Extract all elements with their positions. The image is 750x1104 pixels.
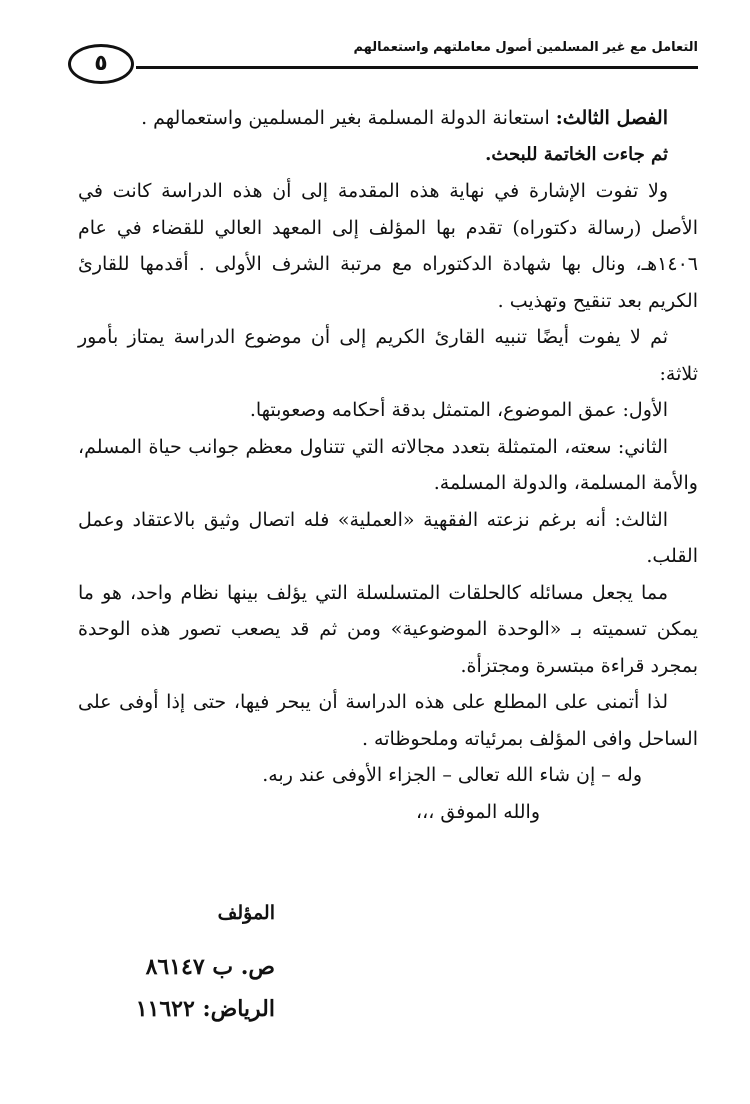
paragraph-thematic-unity: مما يجعل مسائله كالحلقات المتسلسلة التي يؤلف بينها نظام واحد، هو ما يمكن تسميته بـ «الوحدة الموضوعية» ومن ثم قد يصعب تصور هذه الوحدة بمجرد قراءة مبتسرة ومجتزأة. xyxy=(78,581,698,677)
po-box: ص. ب ٨٦١٤٧ xyxy=(145,954,275,980)
closing-farewell: والله الموفق ،،، xyxy=(416,800,540,823)
header-rule xyxy=(136,66,698,69)
point-first: الأول: عمق الموضوع، المتمثل بدقة أحكامه وصعوبتها. xyxy=(249,399,668,421)
closing-blessing: وله – إن شاء الله تعالى – الجزاء الأوفى عند ربه. xyxy=(262,764,642,786)
page-header xyxy=(66,38,698,90)
conclusion-line: ثم جاءت الخاتمة للبحث. xyxy=(485,143,668,165)
author-title: المؤلف xyxy=(217,902,275,924)
chapter-text: استعانة الدولة المسلمة بغير المسلمين واستعمالهم . xyxy=(141,107,556,129)
page-body xyxy=(78,100,698,830)
paragraph-thesis-origin: ولا تفوت الإشارة في نهاية هذه المقدمة إلى أن هذه الدراسة كانت في الأصل (رسالة دكتوراه) تقدم بها المؤلف إلى المعهد العالي للقضاء في عام ١٤٠٦هـ، ونال بها شهادة الدكتوراه مع مرتبة الشرف الأولى . أقدمها للقارئ الكريم بعد تنقيح وتهذيب . xyxy=(78,180,698,312)
running-title: التعامل مع غير المسلمين أصول معاملتهم واستعمالهم xyxy=(353,40,698,55)
city-postal-code: الرياض: ١١٦٢٢ xyxy=(135,996,275,1022)
point-third: الثالث: أنه برغم نزعته الفقهية «العملية» فله اتصال وثيق بالاعتقاد وعمل القلب. xyxy=(78,508,698,567)
paragraph-three-features: ثم لا يفوت أيضًا تنبيه القارئ الكريم إلى أن موضوع الدراسة يمتاز بأمور ثلاثة: xyxy=(78,326,698,385)
page-number: ٥ xyxy=(68,44,134,84)
paragraph-wish: لذا أتمنى على المطلع على هذه الدراسة أن يبحر فيها، حتى إذا أوفى على الساحل وافى المؤلف بمرئياته وملحوظاته . xyxy=(78,691,698,750)
chapter-line xyxy=(78,100,698,137)
chapter-label: الفصل الثالث: xyxy=(555,107,668,129)
point-second: الثاني: سعته، المتمثلة بتعدد مجالاته التي تتناول معظم جوانب حياة المسلم، والأمة المسلمة، والدولة المسلمة. xyxy=(78,435,698,494)
